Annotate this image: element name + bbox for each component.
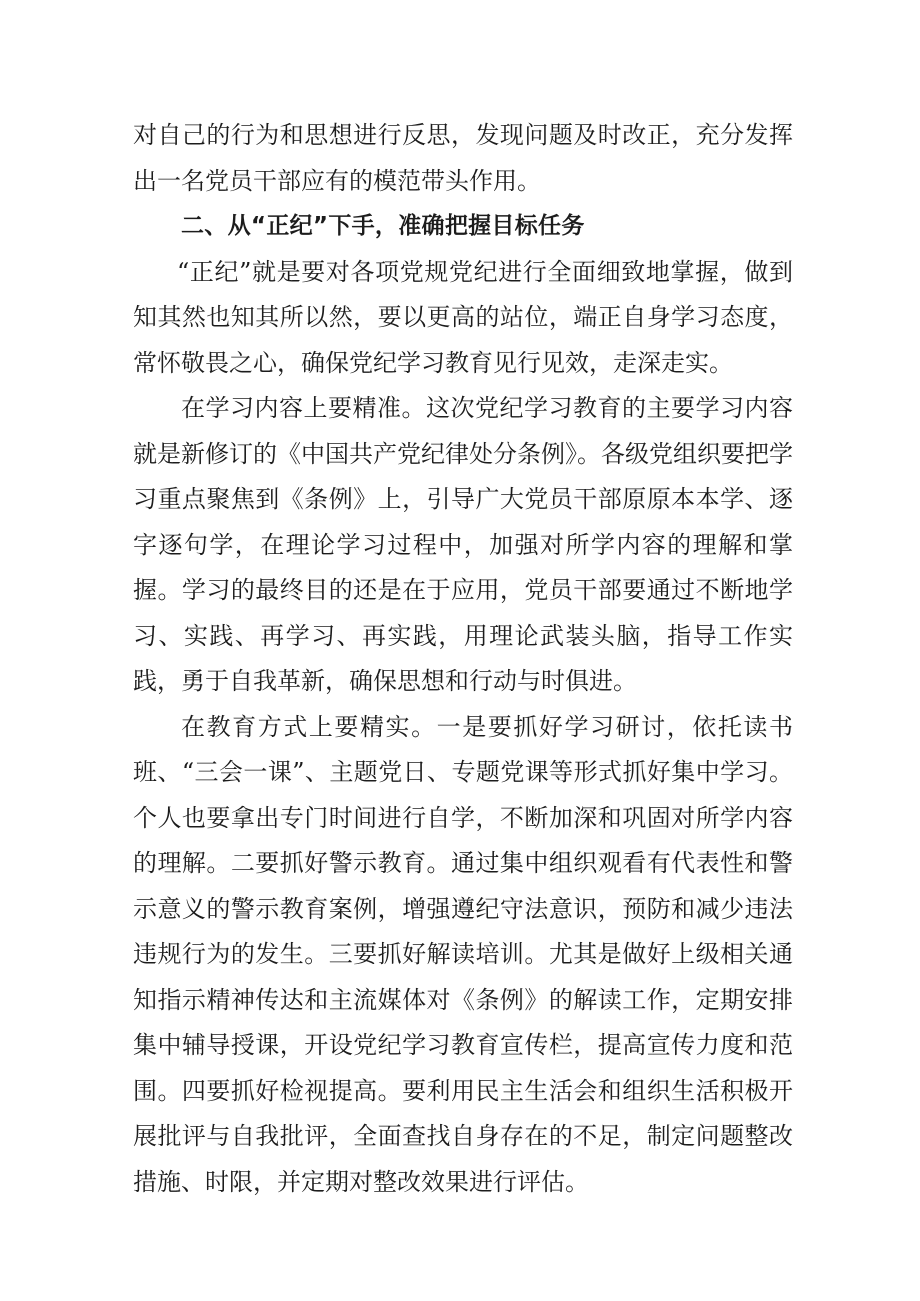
- paragraph-study-content: 在学习内容上要精准。这次党纪学习教育的主要学习内容就是新修订的《中国共产党纪律处分条例》。各级党组织要把学习重点聚焦到《条例》上，引导广大党员干部原原本本学、逐字逐句学，在理论学习过程中，加强对所学内容的理解和掌握。学习的最终目的还是在于应用，党员干部要通过不断地学习、实践、再学习、再实践，用理论武装头脑，指导工作实践，勇于自我革新，确保思想和行动与时俱进。: [133, 394, 793, 695]
- paragraph-zhengji-definition: “正纪”就是要对各项党规党纪进行全面细致地掌握，做到知其然也知其所以然，要以更高的站位，端正自身学习态度，常怀敬畏之心，确保党纪学习教育见行见效，走深走实。: [133, 257, 793, 377]
- document-body: [133, 113, 793, 1205]
- paragraph-continuation: 对自己的行为和思想进行反思，发现问题及时改正，充分发挥出一名党员干部应有的模范带头作用。: [133, 121, 793, 195]
- section-heading: 二、从“正纪”下手，准确把握目标任务: [181, 213, 585, 239]
- paragraph-education-method: 在教育方式上要精实。一是要抓好学习研讨，依托读书班、“三会一课”、主题党日、专题党课等形式抓好集中学习。个人也要拿出专门时间进行自学，不断加深和巩固对所学内容的理解。二要抓好警示教育。通过集中组织观看有代表性和警示意义的警示教育案例，增强遵纪守法意识，预防和减少违法违规行为的发生。三要抓好解读培训。尤其是做好上级相关通知指示精神传达和主流媒体对《条例》的解读工作，定期安排集中辅导授课，开设党纪学习教育宣传栏，提高宣传力度和范围。四要抓好检视提高。要利用民主生活会和组织生活积极开展批评与自我批评，全面查找自身存在的不足，制定问题整改措施、时限，并定期对整改效果进行评估。: [133, 712, 793, 1196]
